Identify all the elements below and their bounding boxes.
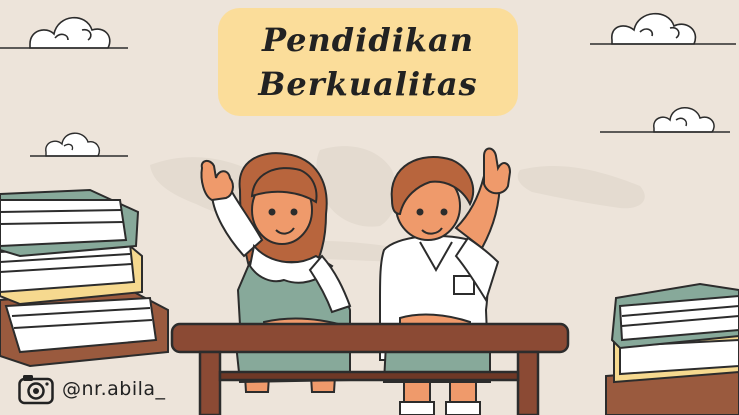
book-stack-right [606, 284, 739, 415]
title-line-1: Pendidikan [261, 21, 475, 59]
cloud-icon [0, 18, 128, 48]
title-banner [218, 8, 518, 116]
school-desk [172, 324, 568, 415]
creator-credit [18, 372, 166, 406]
book-stack-left [0, 190, 168, 366]
cloud-icon [590, 14, 736, 44]
cloud-icon [600, 108, 730, 132]
camera-icon [18, 373, 54, 405]
cloud-icon [30, 133, 128, 156]
creator-handle: @nr.abila_ [62, 378, 166, 400]
title-line-2: Berkualitas [258, 65, 478, 103]
